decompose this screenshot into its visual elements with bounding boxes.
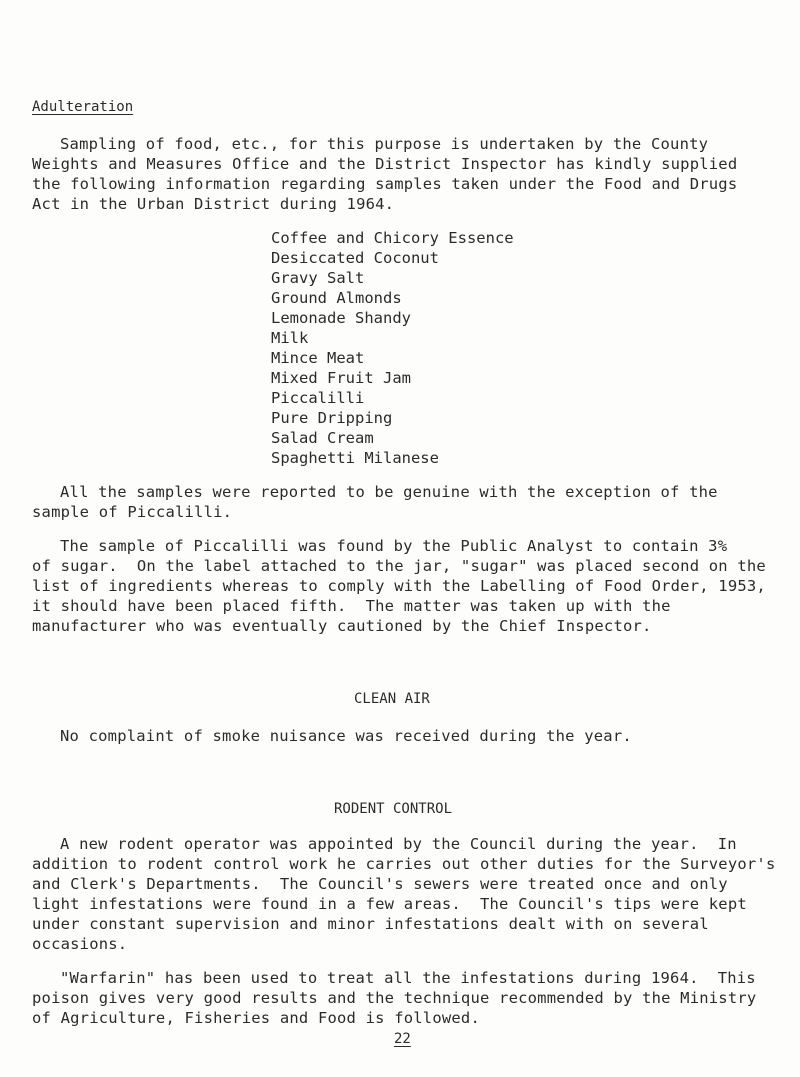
sample-list-item: Mince Meat [271,349,365,367]
section-heading-clean-air: CLEAN AIR [354,691,430,707]
sample-list-item: Desiccated Coconut [271,249,439,267]
result-line: All the samples were reported to be genuine with the exception of the [60,483,718,501]
piccalilli-line: of sugar. On the label attached to the jar, "sugar" was placed second on the [32,557,766,575]
rodent-para1-line: occasions. [32,935,128,953]
intro-line: Act in the Urban District during 1964. [32,195,395,213]
sample-list-item: Salad Cream [271,429,374,447]
sample-list-item: Ground Almonds [271,289,402,307]
piccalilli-line: The sample of Piccalilli was found by the Public Analyst to contain 3% [60,537,728,555]
section-heading-rodent-control: RODENT CONTROL [334,801,453,817]
rodent-para2-line: of Agriculture, Fisheries and Food is followed. [32,1009,480,1027]
rodent-para1-line: and Clerk's Departments. The Council's sewers were treated once and only [32,875,728,893]
rodent-para1-line: addition to rodent control work he carries out other duties for the Surveyor's [32,855,776,873]
sample-list-item: Gravy Salt [271,269,365,287]
piccalilli-line: manufacturer who was eventually cautioned by the Chief Inspector. [32,617,652,635]
page-number: 22 [394,1031,411,1047]
sample-list-item: Piccalilli [271,389,365,407]
piccalilli-line: list of ingredients whereas to comply with the Labelling of Food Order, 1953, [32,577,766,595]
section-heading-adulteration: Adulteration [32,99,134,115]
result-line: sample of Piccalilli. [32,503,233,521]
rodent-para1-line: light infestations were found in a few areas. The Council's tips were kept [32,895,747,913]
piccalilli-line: it should have been placed fifth. The matter was taken up with the [32,597,671,615]
clean-air-text: No complaint of smoke nuisance was received during the year. [60,727,632,745]
rodent-para1-line: A new rodent operator was appointed by the Council during the year. In [60,835,737,853]
intro-line: the following information regarding samples taken under the Food and Drugs [32,175,738,193]
sample-list-item: Coffee and Chicory Essence [271,229,514,247]
rodent-para1-line: under constant supervision and minor infestations dealt with on several [32,915,709,933]
sample-list-item: Spaghetti Milanese [271,449,439,467]
sample-list-item: Milk [271,329,309,347]
sample-list-item: Mixed Fruit Jam [271,369,411,387]
intro-line: Sampling of food, etc., for this purpose is undertaken by the County [60,135,709,153]
sample-list-item: Lemonade Shandy [271,309,411,327]
intro-line: Weights and Measures Office and the District Inspector has kindly supplied [32,155,738,173]
sample-list-item: Pure Dripping [271,409,393,427]
rodent-para2-line: poison gives very good results and the technique recommended by the Ministry [32,989,757,1007]
rodent-para2-line: "Warfarin" has been used to treat all the infestations during 1964. This [60,969,756,987]
